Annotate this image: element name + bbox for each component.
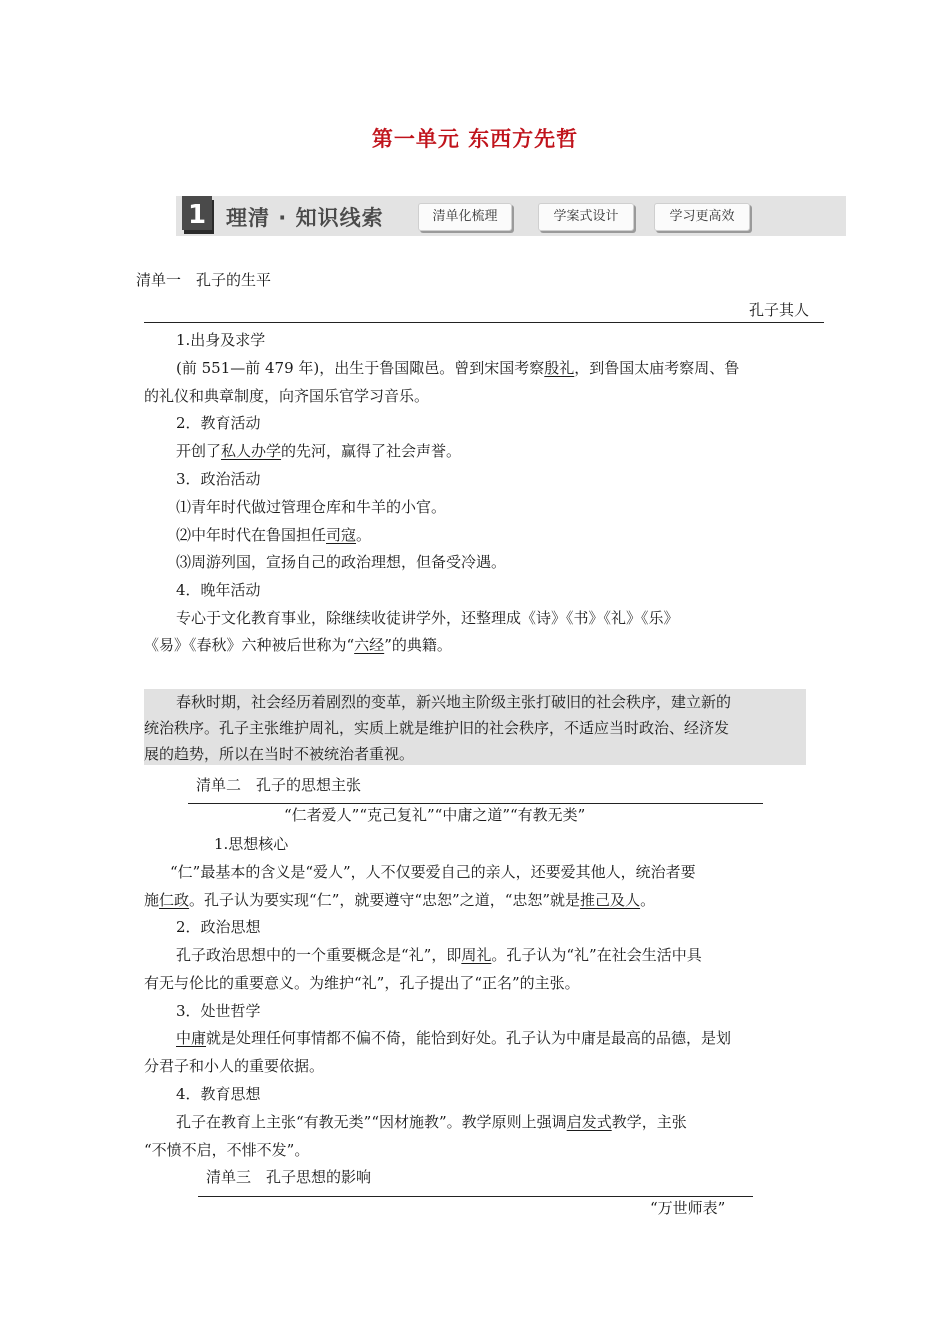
keyword: 私人办学 (221, 442, 282, 460)
s1-h4: 4．晚年活动 (176, 581, 261, 599)
divider (188, 803, 763, 804)
s1-p3-1: ⑴青年时代做过管理仓库和牛羊的小官。 (176, 498, 447, 516)
keyword: 周礼 (461, 946, 492, 964)
section2-heading: 清单二 孔子的思想主张 (196, 776, 362, 794)
keyword: 启发式 (566, 1113, 612, 1131)
tag-efficient: 学习更高效 (654, 203, 750, 231)
s2-p2-line2: 有无与伦比的重要意义。为维护“礼”，孔子提出了“正名”的主张。 (144, 974, 580, 992)
banner-title: 理清 · 知识线索 (226, 206, 384, 230)
note-line2: 统治秩序。孔子主张维护周礼，实质上就是维护旧的社会秩序，不适应当时政治、经济发 (144, 719, 730, 737)
s2-h1: 1.思想核心 (214, 835, 289, 853)
keyword: 推己及人 (580, 891, 641, 909)
section1-heading: 清单一 孔子的生平 (136, 271, 272, 289)
keyword: 司寇 (326, 526, 357, 544)
s1-p2: 开创了私人办学的先河，赢得了社会声誉。 (176, 442, 462, 460)
s1-h3: 3．政治活动 (176, 470, 261, 488)
s1-p4-line1: 专心于文化教育事业，除继续收徒讲学外，还整理成《诗》《书》《礼》《乐》 (176, 609, 679, 627)
tag-study-design: 学案式设计 (538, 203, 634, 231)
section1-right-label: 孔子其人 (749, 301, 810, 319)
s1-p3-3: ⑶周游列国，宣扬自己的政治理想，但备受冷遇。 (176, 553, 507, 571)
s2-p4-line1: 孔子在教育上主张“有教无类”“因材施教”。教学原则上强调启发式教学，主张 (176, 1113, 687, 1131)
s2-h2: 2．政治思想 (176, 918, 261, 936)
keyword: 殷礼 (544, 359, 575, 377)
section2-subtitle: “仁者爱人”“克己复礼”“中庸之道”“有教无类” (284, 806, 586, 824)
keyword: 中庸 (176, 1029, 207, 1047)
s1-p1-line2: 的礼仪和典章制度，向齐国乐官学习音乐。 (144, 387, 430, 405)
s2-h4: 4．教育思想 (176, 1085, 261, 1103)
s2-h3: 3．处世哲学 (176, 1002, 261, 1020)
note-line1: 春秋时期，社会经历着剧烈的变革，新兴地主阶级主张打破旧的社会秩序，建立新的 (176, 693, 732, 711)
tag-checklist: 清单化梳理 (418, 203, 512, 231)
section-banner (176, 196, 846, 236)
s2-p3-line2: 分君子和小人的重要依据。 (144, 1057, 325, 1075)
number-badge-icon (182, 196, 218, 236)
s1-p1-line1: (前 551—前 479 年)，出生于鲁国陬邑。曾到宋国考察殷礼，到鲁国太庙考察周、鲁 (176, 359, 740, 377)
s1-h1: 1.出身及求学 (176, 331, 266, 349)
section3-subtitle: “万世师表” (650, 1199, 726, 1217)
s1-p3-2: ⑵中年时代在鲁国担任司寇。 (176, 526, 372, 544)
badge-number: 1 (187, 200, 207, 230)
keyword: 六经 (354, 636, 385, 654)
s2-p4-line2: “不愤不启，不悱不发”。 (144, 1141, 310, 1159)
divider (198, 1196, 753, 1197)
s2-p1-line2: 施仁政。孔子认为要实现“仁”，就要遵守“忠恕”之道，“忠恕”就是推己及人。 (144, 891, 656, 909)
s2-p1-line1: “仁”最基本的含义是“爱人”，人不仅要爱自己的亲人，还要爱其他人，统治者要 (170, 863, 696, 881)
divider (144, 322, 824, 323)
note-line3: 展的趋势，所以在当时不被统治者重视。 (144, 745, 415, 763)
s1-p4-line2: 《易》《春秋》六种被后世称为“六经”的典籍。 (144, 636, 452, 654)
s2-p3-line1: 中庸就是处理任何事情都不偏不倚，能恰到好处。孔子认为中庸是最高的品德，是划 (176, 1029, 732, 1047)
keyword: 仁政 (159, 891, 190, 909)
section3-heading: 清单三 孔子思想的影响 (206, 1168, 372, 1186)
s2-p2-line1: 孔子政治思想中的一个重要概念是“礼”，即周礼。孔子认为“礼”在社会生活中具 (176, 946, 702, 964)
page-title: 第一单元 东西方先哲 (371, 127, 579, 151)
s1-h2: 2．教育活动 (176, 414, 261, 432)
